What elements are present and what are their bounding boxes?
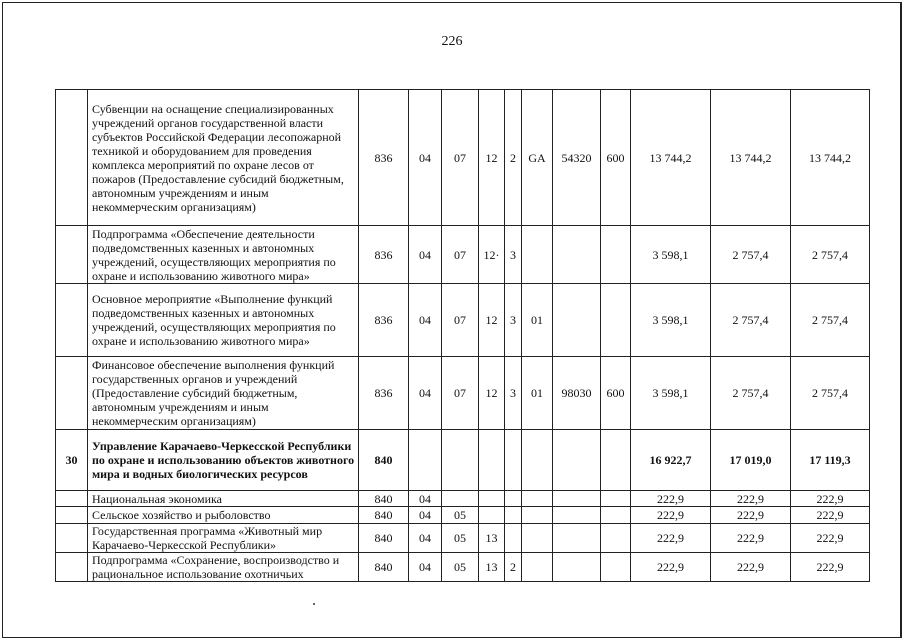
program-code-cell: 13	[479, 553, 505, 582]
sum-year-1-cell: 16 922,7	[631, 430, 711, 491]
section-code-cell: 04	[409, 524, 442, 553]
sum-year-1-cell: 222,9	[631, 524, 711, 553]
expense-type-cell	[601, 491, 631, 507]
program-code-cell: 13	[479, 524, 505, 553]
subsection-code-cell	[442, 491, 479, 507]
sum-year-3-cell: 17 119,3	[791, 430, 870, 491]
program-code-cell: 12	[479, 90, 505, 226]
row-number-cell	[56, 524, 88, 553]
sum-year-1-cell: 3 598,1	[631, 357, 711, 430]
scan-speck	[313, 603, 315, 605]
sum-year-2-cell: 222,9	[711, 553, 791, 582]
event-code-cell	[522, 507, 553, 524]
table-row	[56, 226, 870, 284]
subsection-code-cell: 07	[442, 284, 479, 357]
table-body	[56, 90, 870, 582]
program-code-cell	[479, 491, 505, 507]
direction-code-cell	[553, 524, 601, 553]
expense-type-cell: 600	[601, 357, 631, 430]
direction-code-cell	[553, 553, 601, 582]
expense-type-cell	[601, 284, 631, 357]
grbs-code-cell: 840	[359, 491, 409, 507]
sum-year-2-cell: 2 757,4	[711, 284, 791, 357]
sum-year-3-cell: 222,9	[791, 507, 870, 524]
row-number-cell	[56, 90, 88, 226]
subprogram-code-cell: 3	[505, 357, 522, 430]
subprogram-code-cell	[505, 524, 522, 553]
expense-type-cell	[601, 226, 631, 284]
subsection-code-cell: 07	[442, 90, 479, 226]
direction-code-cell	[553, 507, 601, 524]
subsection-code-cell: 07	[442, 357, 479, 430]
grbs-code-cell: 836	[359, 284, 409, 357]
sum-year-1-cell: 222,9	[631, 507, 711, 524]
row-number-cell	[56, 491, 88, 507]
section-code-cell: 04	[409, 284, 442, 357]
item-name-cell: Государственная программа «Животный мир Карачаево-Черкесской Республики»	[88, 524, 359, 553]
sum-year-2-cell: 2 757,4	[711, 226, 791, 284]
grbs-code-cell: 840	[359, 430, 409, 491]
program-code-cell: 12	[479, 357, 505, 430]
grbs-code-cell: 836	[359, 226, 409, 284]
sum-year-2-cell: 222,9	[711, 524, 791, 553]
table-row	[56, 491, 870, 507]
item-name-cell: Национальная экономика	[88, 491, 359, 507]
subsection-code-cell: 05	[442, 553, 479, 582]
sum-year-2-cell: 13 744,2	[711, 90, 791, 226]
event-code-cell: 01	[522, 284, 553, 357]
grbs-code-cell: 836	[359, 357, 409, 430]
sum-year-1-cell: 222,9	[631, 491, 711, 507]
row-number-cell	[56, 507, 88, 524]
subprogram-code-cell: 3	[505, 226, 522, 284]
subprogram-code-cell	[505, 507, 522, 524]
item-name-cell: Сельское хозяйство и рыболовство	[88, 507, 359, 524]
section-code-cell: 04	[409, 491, 442, 507]
expense-type-cell	[601, 430, 631, 491]
program-code-cell	[479, 430, 505, 491]
item-name-cell: Субвенции на оснащение специализированных учреждений органов государственной власти субъектов Российской Федерации лесопожарной техникой и оборудованием для проведения комплекса мероприятий по охране лесов от пожаров (Предоставление субсидий бюджетным, автономным учреждениям и иным некоммерческим организациям)	[88, 90, 359, 226]
event-code-cell	[522, 430, 553, 491]
subprogram-code-cell	[505, 491, 522, 507]
row-number-cell	[56, 226, 88, 284]
item-name-cell: Подпрограмма «Сохранение, воспроизводство и рациональное использование охотничьих	[88, 553, 359, 582]
expense-type-cell	[601, 524, 631, 553]
sum-year-3-cell: 222,9	[791, 524, 870, 553]
event-code-cell: GA	[522, 90, 553, 226]
section-code-cell: 04	[409, 553, 442, 582]
program-code-cell	[479, 507, 505, 524]
subsection-code-cell	[442, 430, 479, 491]
sum-year-1-cell: 3 598,1	[631, 226, 711, 284]
table-row	[56, 507, 870, 524]
event-code-cell	[522, 553, 553, 582]
sum-year-3-cell: 222,9	[791, 553, 870, 582]
event-code-cell: 01	[522, 357, 553, 430]
sum-year-3-cell: 2 757,4	[791, 284, 870, 357]
section-code-cell: 04	[409, 507, 442, 524]
grbs-code-cell: 840	[359, 524, 409, 553]
table-row	[56, 90, 870, 226]
expense-type-cell	[601, 507, 631, 524]
sum-year-3-cell: 2 757,4	[791, 226, 870, 284]
row-number-cell: 30	[56, 430, 88, 491]
row-number-cell	[56, 553, 88, 582]
grbs-code-cell: 836	[359, 90, 409, 226]
grbs-code-cell: 840	[359, 553, 409, 582]
sum-year-2-cell: 222,9	[711, 491, 791, 507]
table-row	[56, 284, 870, 357]
sum-year-3-cell: 2 757,4	[791, 357, 870, 430]
sum-year-2-cell: 222,9	[711, 507, 791, 524]
grbs-code-cell: 840	[359, 507, 409, 524]
table-row	[56, 524, 870, 553]
direction-code-cell	[553, 284, 601, 357]
direction-code-cell	[553, 430, 601, 491]
sum-year-1-cell: 3 598,1	[631, 284, 711, 357]
subprogram-code-cell: 3	[505, 284, 522, 357]
section-code-cell	[409, 430, 442, 491]
budget-table	[55, 89, 870, 582]
item-name-cell: Подпрограмма «Обеспечение деятельности подведомственных казенных и автономных учреждений, осуществляющих мероприятия по охране и использованию животного мира»	[88, 226, 359, 284]
row-number-cell	[56, 357, 88, 430]
direction-code-cell	[553, 226, 601, 284]
sum-year-2-cell: 17 019,0	[711, 430, 791, 491]
program-code-cell: 12·	[479, 226, 505, 284]
subsection-code-cell: 05	[442, 524, 479, 553]
row-number-cell	[56, 284, 88, 357]
table-row	[56, 553, 870, 582]
page-number: 226	[441, 34, 463, 49]
subprogram-code-cell: 2	[505, 553, 522, 582]
subsection-code-cell: 07	[442, 226, 479, 284]
item-name-cell: Управление Карачаево-Черкесской Республики по охране и использованию объектов животного мира и водных биологических ресурсов	[88, 430, 359, 491]
event-code-cell	[522, 491, 553, 507]
item-name-cell: Финансовое обеспечение выполнения функций государственных органов и учреждений (Предоставление субсидий бюджетным, автономным учреждениям и иным некоммерческим организациям)	[88, 357, 359, 430]
sum-year-2-cell: 2 757,4	[711, 357, 791, 430]
expense-type-cell	[601, 553, 631, 582]
sum-year-3-cell: 222,9	[791, 491, 870, 507]
sum-year-3-cell: 13 744,2	[791, 90, 870, 226]
subprogram-code-cell	[505, 430, 522, 491]
subsection-code-cell: 05	[442, 507, 479, 524]
event-code-cell	[522, 524, 553, 553]
event-code-cell	[522, 226, 553, 284]
direction-code-cell: 98030	[553, 357, 601, 430]
table-row	[56, 430, 870, 491]
direction-code-cell	[553, 491, 601, 507]
subprogram-code-cell: 2	[505, 90, 522, 226]
direction-code-cell: 54320	[553, 90, 601, 226]
item-name-cell: Основное мероприятие «Выполнение функций подведомственных казенных и автономных учреждений, осуществляющих мероприятия по охране и использованию животного мира»	[88, 284, 359, 357]
table-row	[56, 357, 870, 430]
sum-year-1-cell: 13 744,2	[631, 90, 711, 226]
section-code-cell: 04	[409, 226, 442, 284]
sum-year-1-cell: 222,9	[631, 553, 711, 582]
expense-type-cell: 600	[601, 90, 631, 226]
section-code-cell: 04	[409, 90, 442, 226]
section-code-cell: 04	[409, 357, 442, 430]
program-code-cell: 12	[479, 284, 505, 357]
